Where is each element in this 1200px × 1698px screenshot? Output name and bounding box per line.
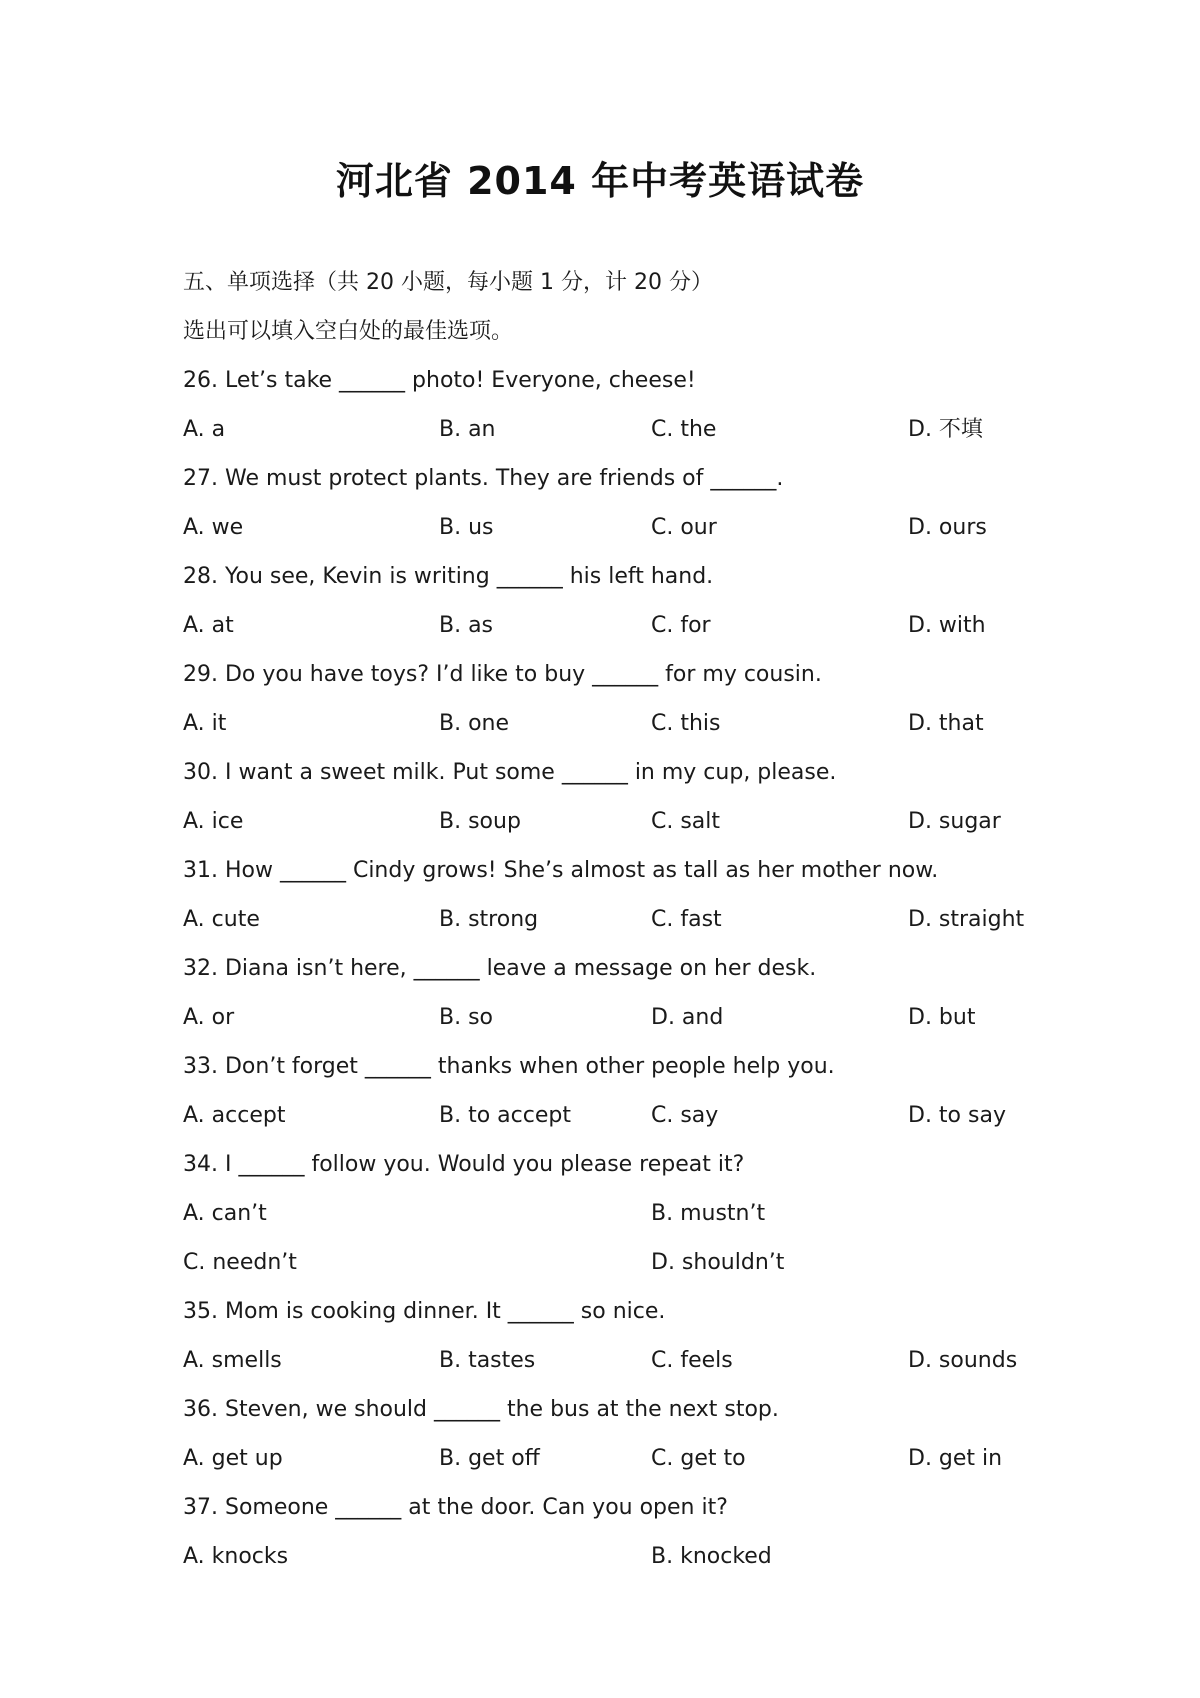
section-instruction: 选出可以填入空白处的最佳选项。	[183, 319, 514, 344]
option-b: B. strong	[439, 907, 539, 932]
option-d: D. with	[908, 613, 986, 638]
option-d: D. sugar	[908, 809, 1001, 834]
option-c: C. this	[651, 711, 721, 736]
question-stem: 26. Let’s take ______ photo! Everyone, cheese!	[183, 368, 696, 393]
option-d: D. but	[908, 1005, 976, 1030]
option-d: D. that	[908, 711, 984, 736]
option-a: A. or	[183, 1005, 235, 1030]
option-c: C. salt	[651, 809, 721, 834]
question-options	[183, 1434, 1083, 1483]
question-stem: 29. Do you have toys? I’d like to buy ______ for my cousin.	[183, 662, 822, 687]
question-options	[183, 895, 1083, 944]
option-a: A. smells	[183, 1348, 282, 1373]
question-stem: 34. I ______ follow you. Would you please repeat it?	[183, 1152, 745, 1177]
question-stem: 31. How ______ Cindy grows! She’s almost as tall as her mother now.	[183, 858, 939, 883]
option-d: D. straight	[908, 907, 1025, 932]
option-a: A. at	[183, 613, 234, 638]
question-options	[183, 1189, 1083, 1238]
option-d: D. sounds	[908, 1348, 1018, 1373]
question-stem: 32. Diana isn’t here, ______ leave a message on her desk.	[183, 956, 817, 981]
section-heading: 五、单项选择（共 20 小题，每小题 1 分，计 20 分）	[183, 270, 713, 295]
option-b: B. tastes	[439, 1348, 536, 1373]
question-stem: 33. Don’t forget ______ thanks when other people help you.	[183, 1054, 835, 1079]
question-options	[183, 1238, 1083, 1287]
option-b: B. mustn’t	[651, 1201, 766, 1226]
option-c: C. feels	[651, 1348, 733, 1373]
option-c: C. needn’t	[183, 1250, 297, 1275]
page-title: 河北省 2014 年中考英语试卷	[335, 159, 865, 203]
option-b: B. an	[439, 417, 496, 442]
option-b: B. soup	[439, 809, 521, 834]
option-d: D. ours	[908, 515, 987, 540]
option-d: D. 不填	[908, 417, 983, 442]
option-a: A. knocks	[183, 1544, 289, 1569]
question-stem: 37. Someone ______ at the door. Can you open it?	[183, 1495, 728, 1520]
option-b: B. one	[439, 711, 510, 736]
option-d: D. shouldn’t	[651, 1250, 785, 1275]
option-a: A. accept	[183, 1103, 286, 1128]
question-options	[183, 1532, 1083, 1581]
option-c: C. for	[651, 613, 711, 638]
question-section	[183, 258, 1083, 1581]
option-d: D. get in	[908, 1446, 1003, 1471]
option-a: A. it	[183, 711, 227, 736]
option-b: B. as	[439, 613, 494, 638]
question-options	[183, 601, 1083, 650]
option-a: A. can’t	[183, 1201, 267, 1226]
option-b: B. get off	[439, 1446, 540, 1471]
question-stem: 35. Mom is cooking dinner. It ______ so nice.	[183, 1299, 666, 1324]
option-c: D. and	[651, 1005, 724, 1030]
option-a: A. cute	[183, 907, 260, 932]
option-c: C. the	[651, 417, 717, 442]
question-stem: 30. I want a sweet milk. Put some ______ in my cup, please.	[183, 760, 837, 785]
option-b: B. to accept	[439, 1103, 571, 1128]
question-options	[183, 1091, 1083, 1140]
question-stem: 27. We must protect plants. They are friends of ______.	[183, 466, 784, 491]
option-b: B. us	[439, 515, 494, 540]
question-options	[183, 405, 1083, 454]
question-options	[183, 503, 1083, 552]
option-c: C. say	[651, 1103, 719, 1128]
question-stem: 36. Steven, we should ______ the bus at the next stop.	[183, 1397, 779, 1422]
option-c: C. get to	[651, 1446, 746, 1471]
question-stem: 28. You see, Kevin is writing ______ his left hand.	[183, 564, 714, 589]
option-c: C. fast	[651, 907, 722, 932]
option-a: A. a	[183, 417, 226, 442]
option-d: D. to say	[908, 1103, 1006, 1128]
question-options	[183, 699, 1083, 748]
option-a: A. we	[183, 515, 244, 540]
option-b: B. so	[439, 1005, 494, 1030]
question-options	[183, 993, 1083, 1042]
option-a: A. ice	[183, 809, 244, 834]
option-c: C. our	[651, 515, 717, 540]
question-options	[183, 1336, 1083, 1385]
option-a: A. get up	[183, 1446, 283, 1471]
option-b: B. knocked	[651, 1544, 772, 1569]
question-options	[183, 797, 1083, 846]
